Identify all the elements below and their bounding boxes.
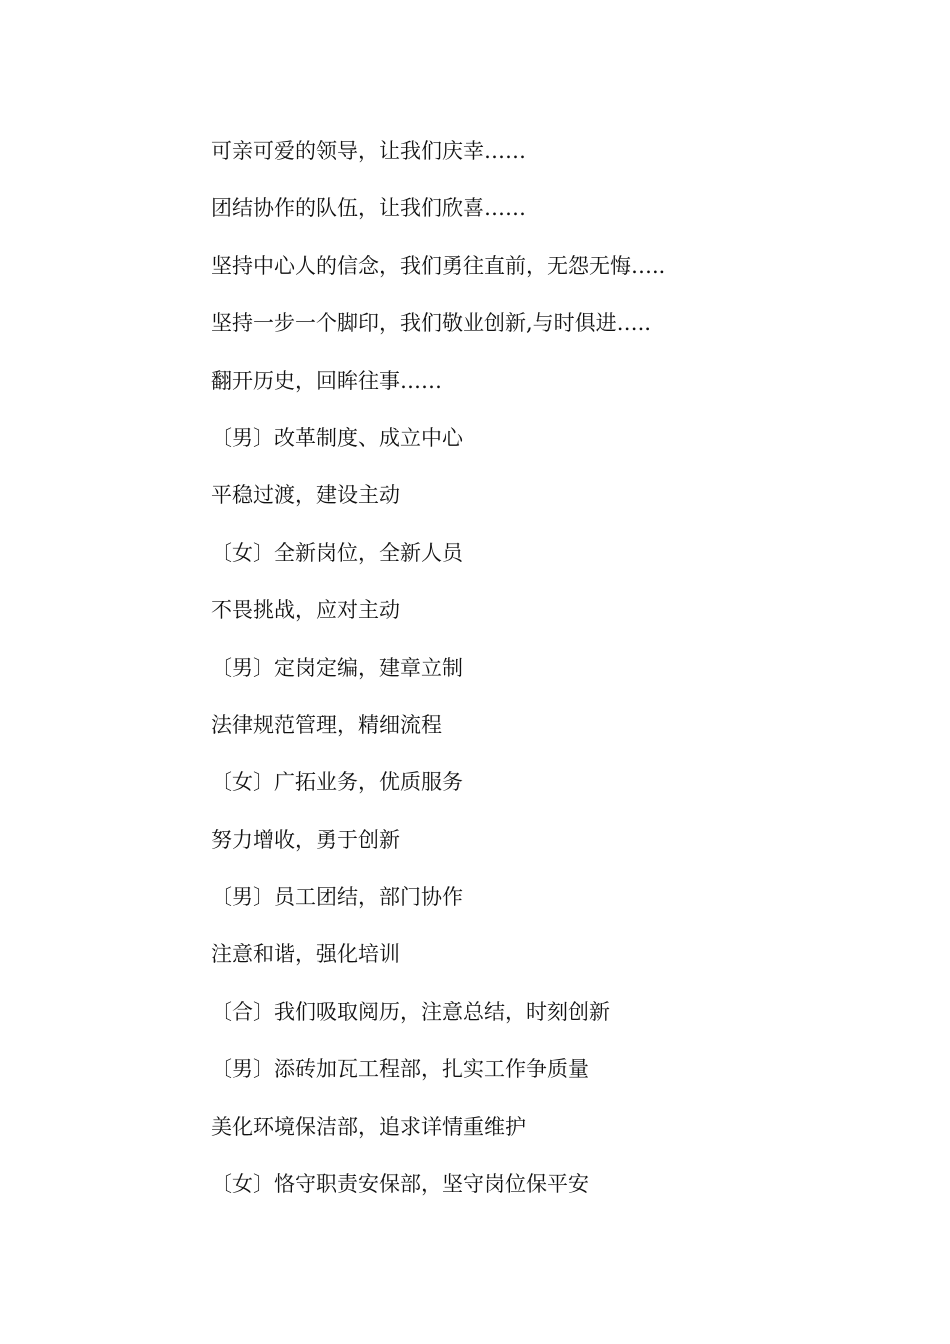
text-line: 可亲可爱的领导，让我们庆幸……: [211, 139, 526, 163]
text-line: 美化环境保洁部，追求详情重维护: [211, 1114, 526, 1139]
text-line: 〔男〕定岗定编，建章立制: [211, 655, 463, 680]
text-line: 平稳过渡，建设主动: [211, 483, 400, 508]
text-line: 〔女〕恪守职责安保部，坚守岗位保平安: [211, 1172, 589, 1197]
text-line: 翻开历史，回眸往事……: [211, 368, 442, 393]
text-line: 〔男〕员工团结，部门协作: [211, 885, 463, 910]
text-line: 〔男〕添砖加瓦工程部，扎实工作争质量: [211, 1057, 589, 1082]
text-line: 〔男〕改革制度、成立中心: [211, 425, 463, 450]
text-line: 坚持一步一个脚印，我们敬业创新,与时俱进….．: [211, 311, 666, 336]
text-line: 坚持中心人的信念，我们勇往直前，无怨无悔….．: [211, 253, 680, 278]
text-line: 〔合〕我们吸取阅历，注意总结，时刻创新: [211, 999, 610, 1024]
text-line: 团结协作的队伍，让我们欣喜……: [211, 196, 526, 221]
text-line: 不畏挑战，应对主动: [211, 598, 400, 623]
text-line: 〔女〕全新岗位，全新人员: [211, 540, 463, 565]
text-line: 努力增收，勇于创新: [211, 827, 400, 852]
poem-text-block: [211, 136, 871, 1226]
text-line: 法律规范管理，精细流程: [211, 712, 442, 737]
text-line: 注意和谐，强化培训: [211, 942, 400, 967]
text-line: 〔女〕广拓业务，优质服务: [211, 770, 463, 795]
